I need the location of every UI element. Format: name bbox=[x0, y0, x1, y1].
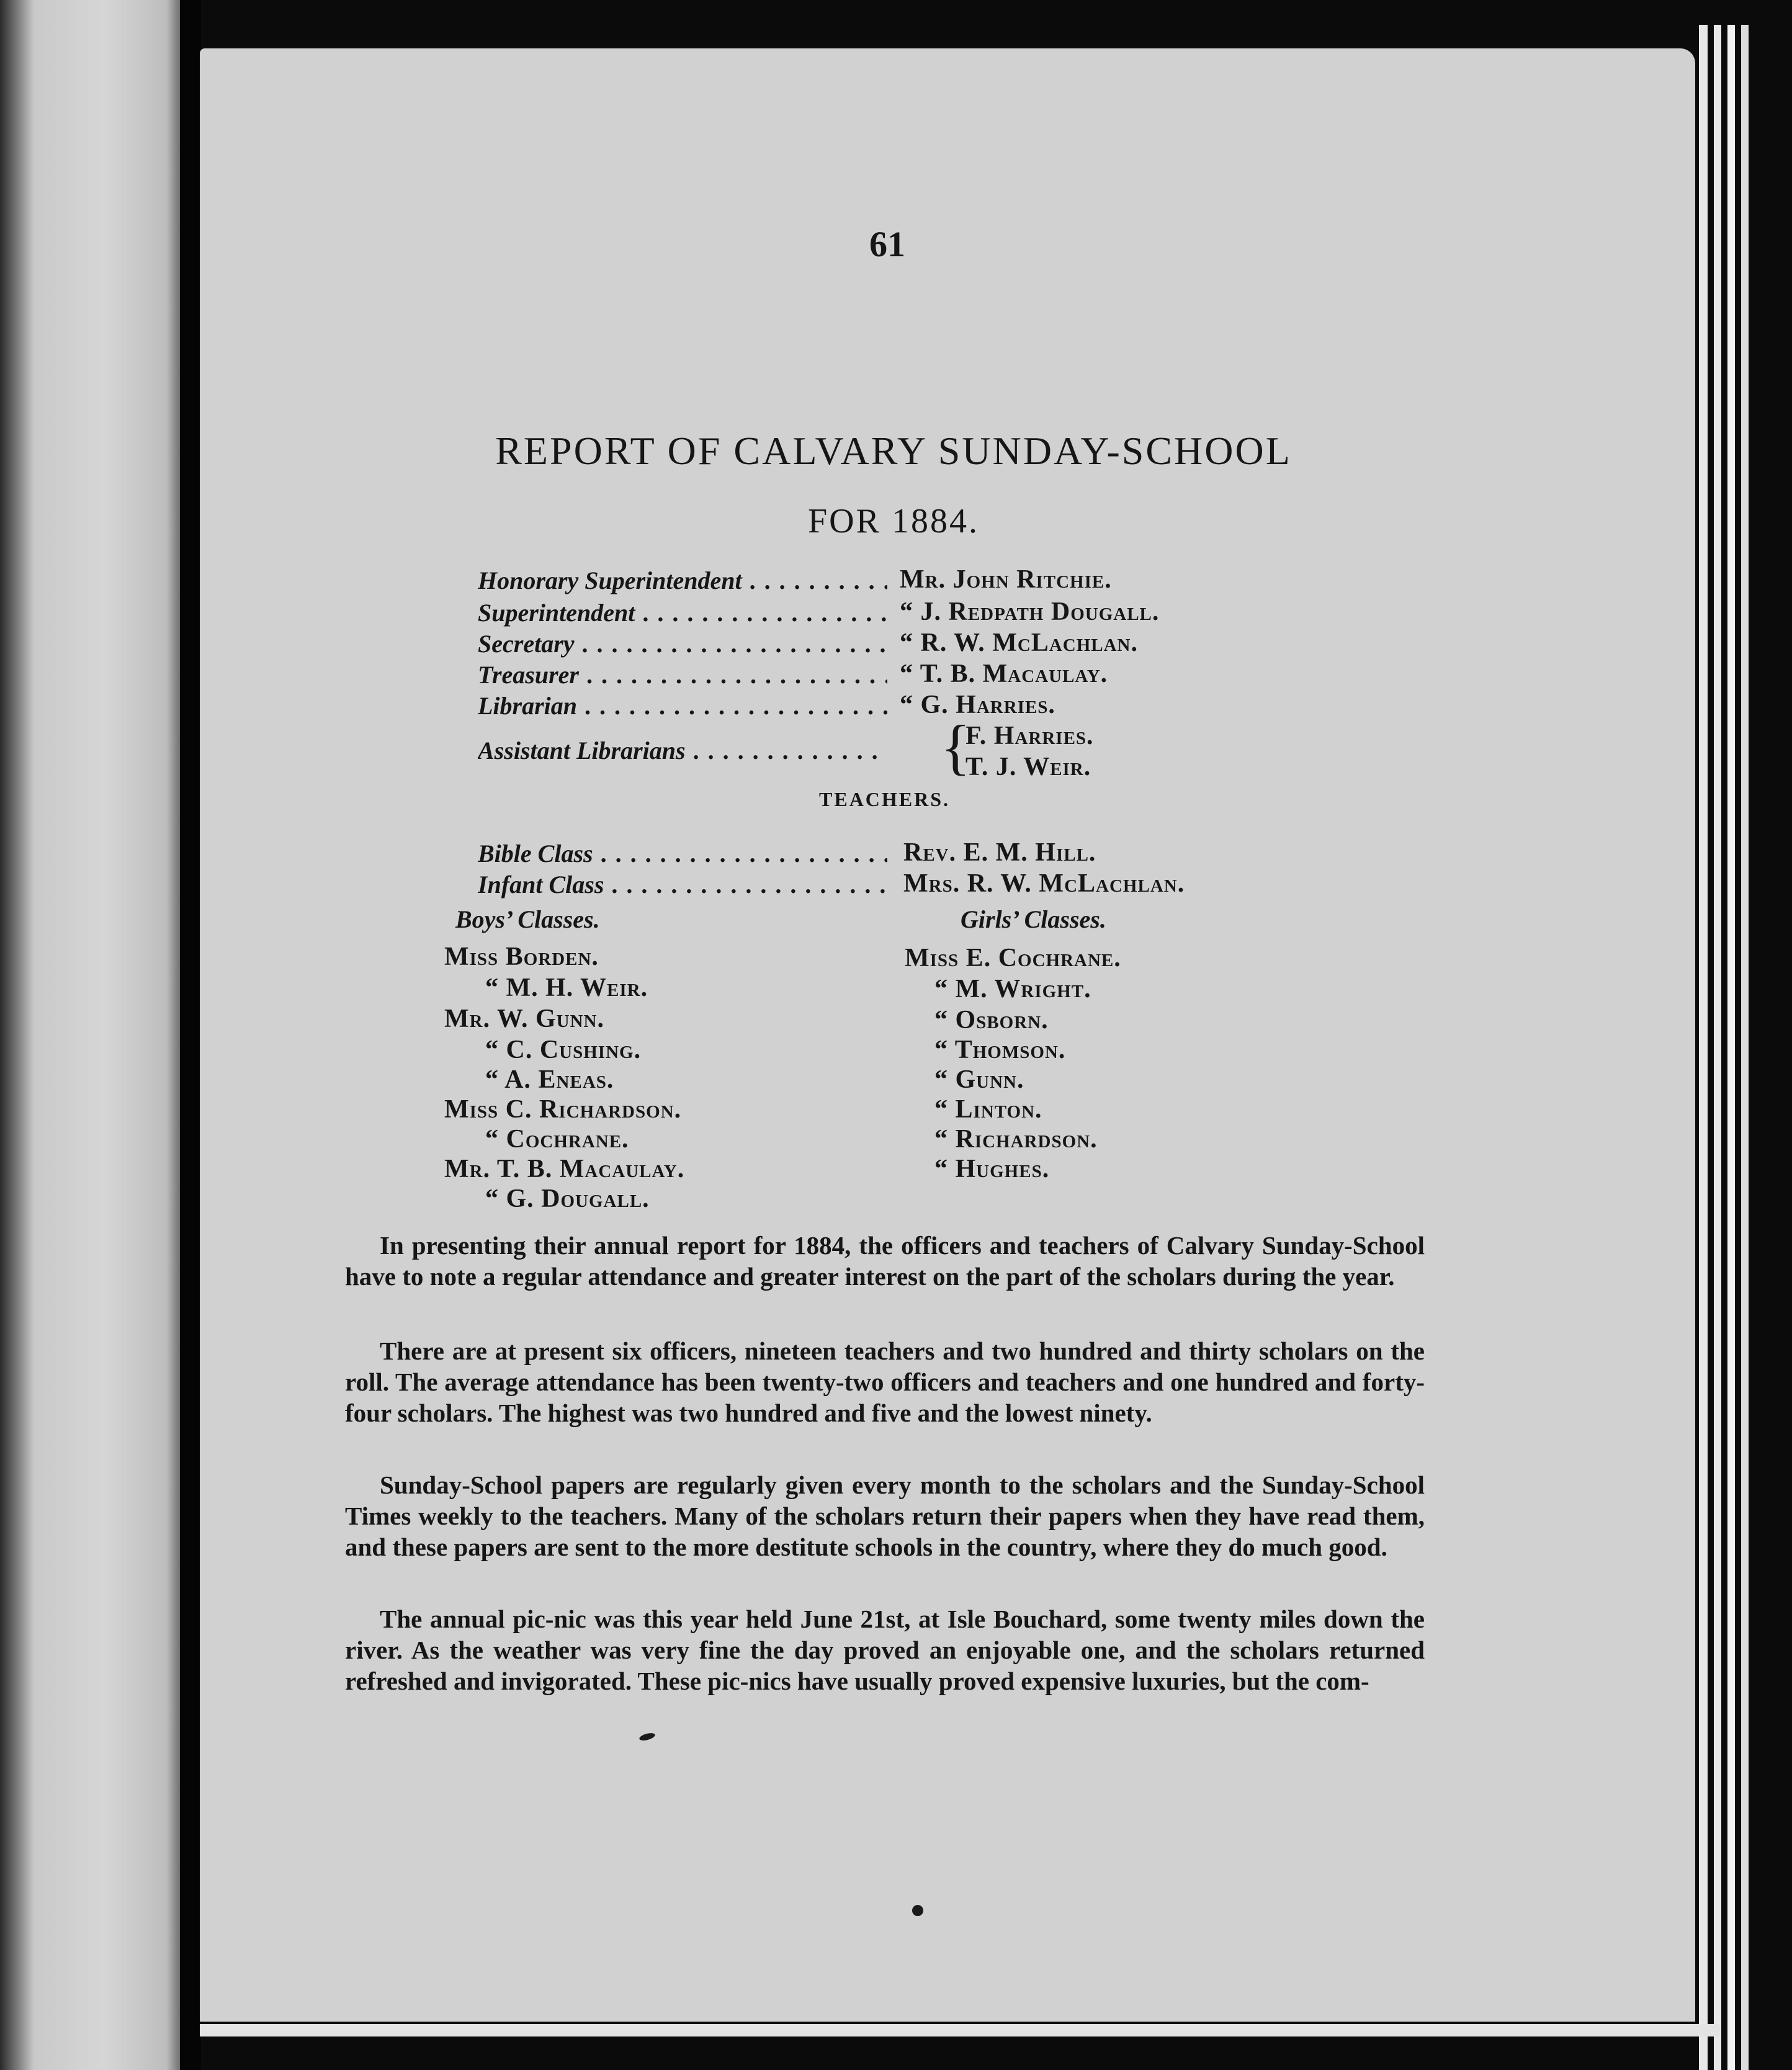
girls-teacher: “ Gunn. bbox=[934, 1065, 1024, 1094]
girls-teacher: “ Thomson. bbox=[934, 1036, 1066, 1064]
officer-name: “ R. W. McLachlan. bbox=[900, 629, 1138, 657]
boys-teacher: Mr. W. Gunn. bbox=[444, 1005, 604, 1033]
brace-symbol: { bbox=[941, 712, 970, 781]
boys-teacher: “ G. Dougall. bbox=[485, 1185, 650, 1213]
report-title: REPORT OF CALVARY SUNDAY-SCHOOL bbox=[495, 429, 1292, 473]
page-stack-edge bbox=[1741, 25, 1749, 2070]
girls-teacher: “ Linton. bbox=[934, 1095, 1042, 1124]
officer-role: Superintendent . . . bbox=[478, 598, 887, 627]
officer-role: Secretary . . . bbox=[478, 629, 887, 658]
page-bottom-edge bbox=[200, 2024, 1720, 2036]
boys-teacher: Miss C. Richardson. bbox=[444, 1095, 682, 1124]
boys-classes-heading: Boys’ Classes. bbox=[455, 905, 600, 933]
page-stack-edge bbox=[1714, 25, 1721, 2070]
boys-teacher: “ M. H. Weir. bbox=[485, 974, 648, 1002]
page-stack-edge bbox=[1699, 25, 1708, 2070]
girls-classes-heading: Girls’ Classes. bbox=[961, 905, 1106, 933]
class-role: Infant Class . . . bbox=[478, 870, 887, 899]
officer-name: “ T. B. Macaulay. bbox=[900, 660, 1108, 688]
officer-role: Honorary Superintendent . . . bbox=[478, 566, 887, 595]
ink-mark bbox=[912, 1905, 923, 1916]
girls-teacher: “ M. Wright. bbox=[934, 975, 1091, 1003]
page-stack-edge bbox=[1727, 25, 1735, 2070]
page-number: 61 bbox=[869, 224, 905, 264]
officer-role: Librarian . . . bbox=[478, 691, 887, 720]
officer-role: Treasurer . . . bbox=[478, 660, 887, 689]
girls-teacher: “ Osborn. bbox=[934, 1006, 1049, 1034]
girls-teacher: Miss E. Cochrane. bbox=[905, 944, 1121, 972]
girls-teacher: “ Hughes. bbox=[934, 1155, 1050, 1183]
boys-teacher: Miss Borden. bbox=[444, 943, 599, 971]
boys-teacher: “ A. Eneas. bbox=[485, 1065, 614, 1094]
report-year: FOR 1884. bbox=[808, 502, 979, 540]
boys-teacher: Mr. T. B. Macaulay. bbox=[444, 1155, 685, 1183]
class-role: Bible Class . . . bbox=[478, 839, 887, 868]
body-paragraph: There are at present six officers, nineteen teachers and two hundred and thirty scholars on the roll. The average attendance has been twenty-two officers and teachers and one hundred and forty-four scholars. The highest was two hundred and five and the lowest ninety. bbox=[345, 1337, 1425, 1427]
officer-name: “ J. Redpath Dougall. bbox=[900, 598, 1160, 626]
body-paragraph: The annual pic-nic was this year held June 21st, at Isle Bouchard, some twenty miles down the river. As the weather was very fine the day proved an enjoyable one, and the scholars returned refreshed and invigorated. These pic-nics have usually proved expensive luxuries, but the com- bbox=[345, 1605, 1425, 1695]
boys-teacher: “ C. Cushing. bbox=[485, 1036, 642, 1064]
teachers-heading: TEACHERS. bbox=[819, 788, 951, 810]
officer-name: T. J. Weir. bbox=[965, 753, 1091, 781]
class-teacher: Rev. E. M. Hill. bbox=[903, 838, 1096, 867]
body-paragraph: Sunday-School papers are regularly given every month to the scholars and the Sunday-School Times weekly to the teachers. Many of the scholars return their papers when they have read them, and these papers are sent to the more destitute schools in the country, where they do much good. bbox=[345, 1471, 1425, 1561]
officer-role: Assistant Librarians . . . bbox=[478, 736, 887, 765]
officer-name: “ G. Harries. bbox=[900, 691, 1055, 719]
class-teacher: Mrs. R. W. McLachlan. bbox=[903, 869, 1185, 898]
book-gutter bbox=[180, 0, 201, 2070]
girls-teacher: “ Richardson. bbox=[934, 1125, 1098, 1154]
officer-name: Mr. John Ritchie. bbox=[900, 565, 1112, 594]
officer-name: F. Harries. bbox=[965, 722, 1094, 750]
facing-page-edge bbox=[0, 0, 189, 2070]
body-paragraph: In presenting their annual report for 1884, the officers and teachers of Calvary Sunday-School have to note a regular attendance and greater interest on the part of the scholars during the year. bbox=[345, 1231, 1425, 1291]
boys-teacher: “ Cochrane. bbox=[485, 1125, 629, 1154]
